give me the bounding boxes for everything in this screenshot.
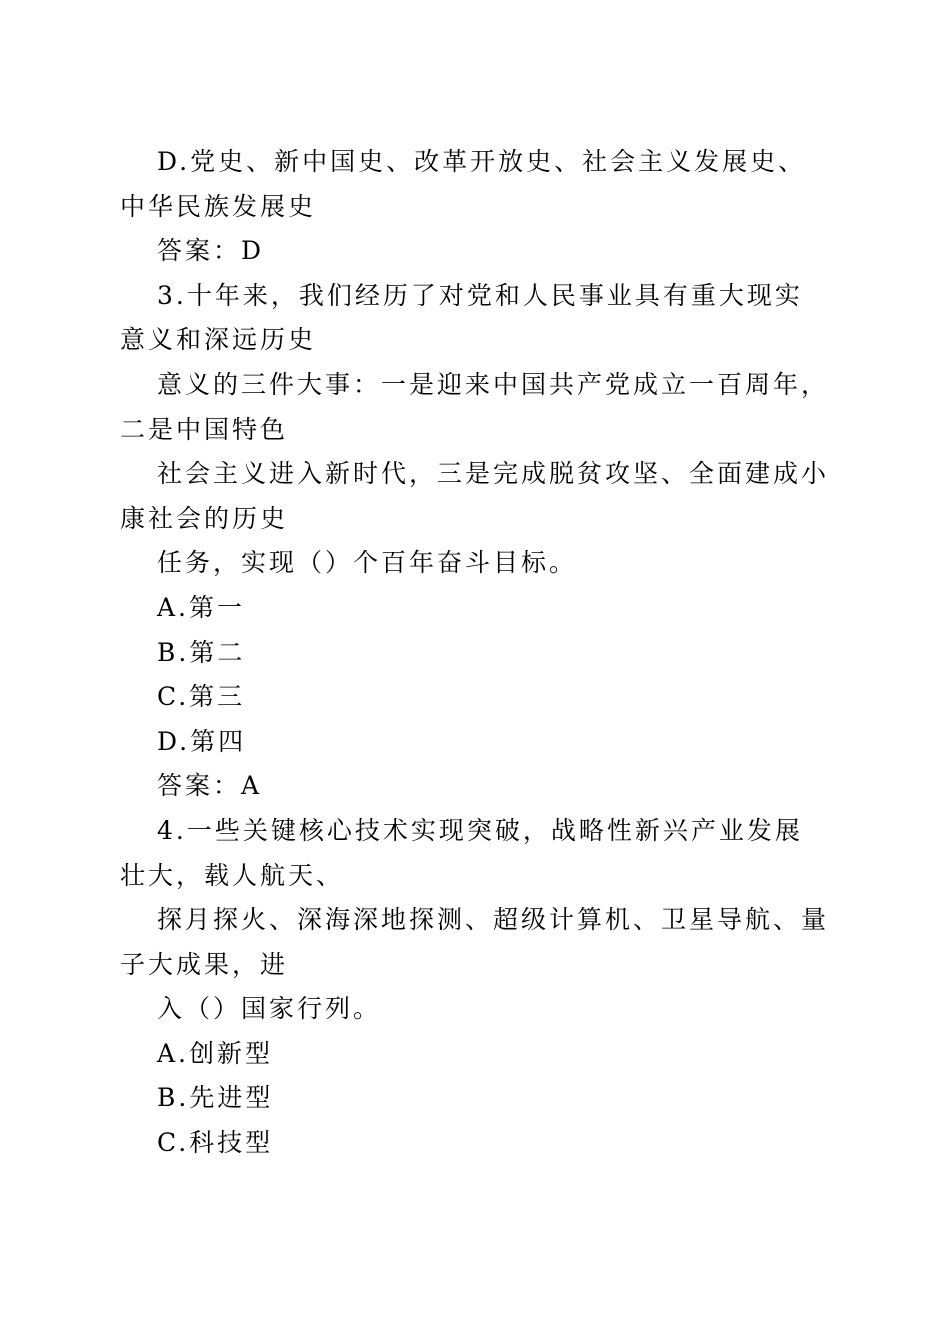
- question-3-line-4: 任务，实现（）个百年奋斗目标。: [157, 548, 578, 578]
- option-a-q3: A.第一: [157, 592, 246, 622]
- question-3-line-2: 意义的三件大事：一是迎来中国共产党成立一百周年，二是中国特色: [120, 369, 830, 444]
- answer-q3: 答案：A: [157, 771, 263, 801]
- option-c-q4: C.科技型: [157, 1128, 274, 1158]
- answer-q2: 答案：D: [157, 236, 265, 266]
- option-b-q3: B.第二: [157, 637, 246, 667]
- question-4-line-2: 探月探火、深海深地探测、超级计算机、卫星导航、量子大成果，进: [120, 905, 830, 979]
- document-body: [120, 140, 830, 1166]
- option-b-q4: B.先进型: [157, 1083, 274, 1113]
- question-4-line-3: 入（）国家行列。: [157, 994, 382, 1024]
- option-d-q2: D.党史、新中国史、改革开放史、社会主义发展史、中华民族发展史: [120, 147, 807, 221]
- question-4-line-1: 4.一些关键核心技术实现突破，战略性新兴产业发展壮大，载人航天、: [120, 815, 803, 890]
- question-3-line-1: 3.十年来，我们经历了对党和人民事业具有重大现实意义和深远历史: [120, 280, 803, 355]
- question-3-line-3: 社会主义进入新时代，三是完成脱贫攻坚、全面建成小康社会的历史: [120, 459, 830, 533]
- option-a-q4: A.创新型: [157, 1038, 274, 1068]
- option-d-q3: D.第四: [157, 726, 247, 756]
- option-c-q3: C.第三: [157, 682, 246, 712]
